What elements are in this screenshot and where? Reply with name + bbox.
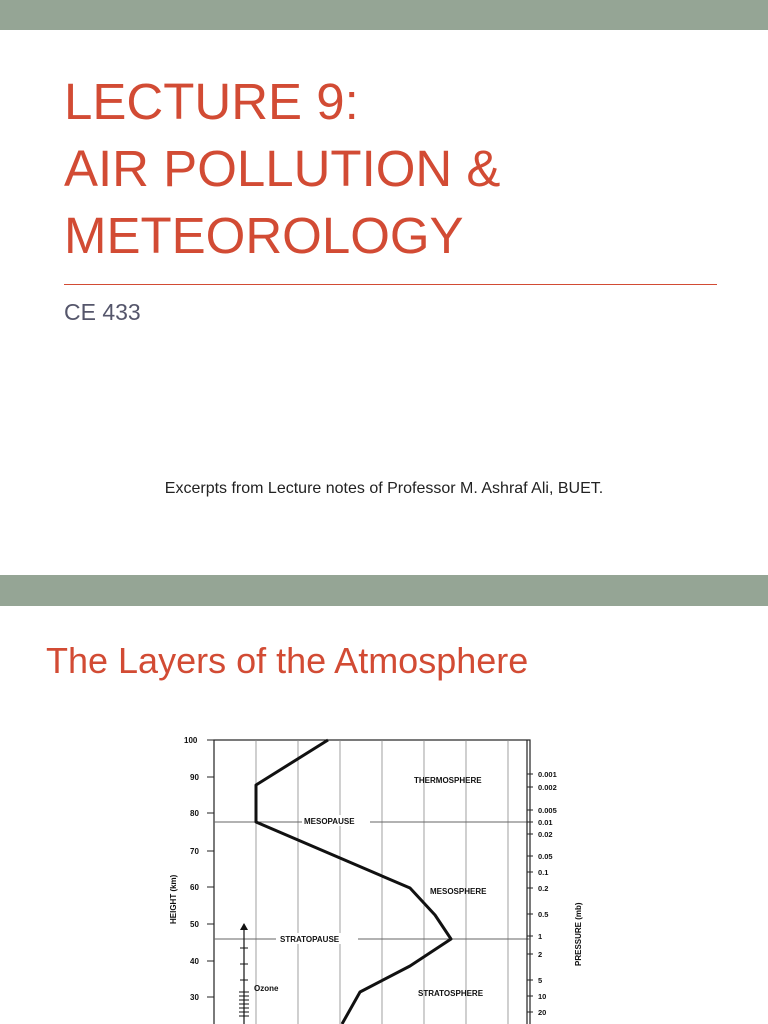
pressure-tick: 0.05 [538,852,553,861]
title-line-1: LECTURE 9: [64,73,359,130]
atmosphere-layers-figure [160,728,620,1024]
height-tick-50: 50 [190,920,199,929]
stratopause-label: STRATOPAUSE [280,935,340,944]
title-line-3: METEOROLOGY [64,207,464,264]
height-tick-60: 60 [190,883,199,892]
pressure-tick: 2 [538,950,543,959]
pressure-tick: 10 [538,992,547,1001]
pressure-axis [527,740,583,1024]
title-divider [64,284,717,285]
pressure-tick: 0.2 [538,884,549,893]
height-tick-90: 90 [190,773,199,782]
ozone-marker [239,923,279,1024]
mesosphere-label: MESOSPHERE [430,887,487,896]
height-tick-80: 80 [190,809,199,818]
pressure-axis-label: PRESSURE (mb) [574,902,583,966]
slide-separator-band [0,575,768,606]
height-axis-label: HEIGHT (km) [169,874,178,924]
pressure-tick: 0.5 [538,910,549,919]
lecture-title [64,68,500,269]
slide-title: The Layers of the Atmosphere [46,640,529,681]
mesopause-label: MESOPAUSE [304,817,355,826]
height-tick-40: 40 [190,957,199,966]
pressure-tick: 0.1 [538,868,549,877]
pressure-tick: 20 [538,1008,547,1017]
pressure-tick: 1 [538,932,543,941]
pressure-tick: 0.02 [538,830,553,839]
pressure-tick: 0.002 [538,783,557,792]
pressure-tick: 0.001 [538,770,557,779]
height-tick-100: 100 [184,736,198,745]
pressure-tick: 0.005 [538,806,557,815]
title-line-2: AIR POLLUTION & [64,140,501,197]
height-axis [169,736,214,1002]
height-tick-30: 30 [190,993,199,1002]
top-band [0,0,768,30]
thermosphere-label: THERMOSPHERE [414,776,482,785]
ozone-label: Ozone [254,984,279,993]
stratosphere-label: STRATOSPHERE [418,989,484,998]
pressure-tick: 0.01 [538,818,553,827]
height-tick-70: 70 [190,847,199,856]
credit-note: Excerpts from Lecture notes of Professor M. Ashraf Ali, BUET. [164,480,604,497]
pressure-tick: 5 [538,976,543,985]
course-code: CE 433 [64,299,141,325]
